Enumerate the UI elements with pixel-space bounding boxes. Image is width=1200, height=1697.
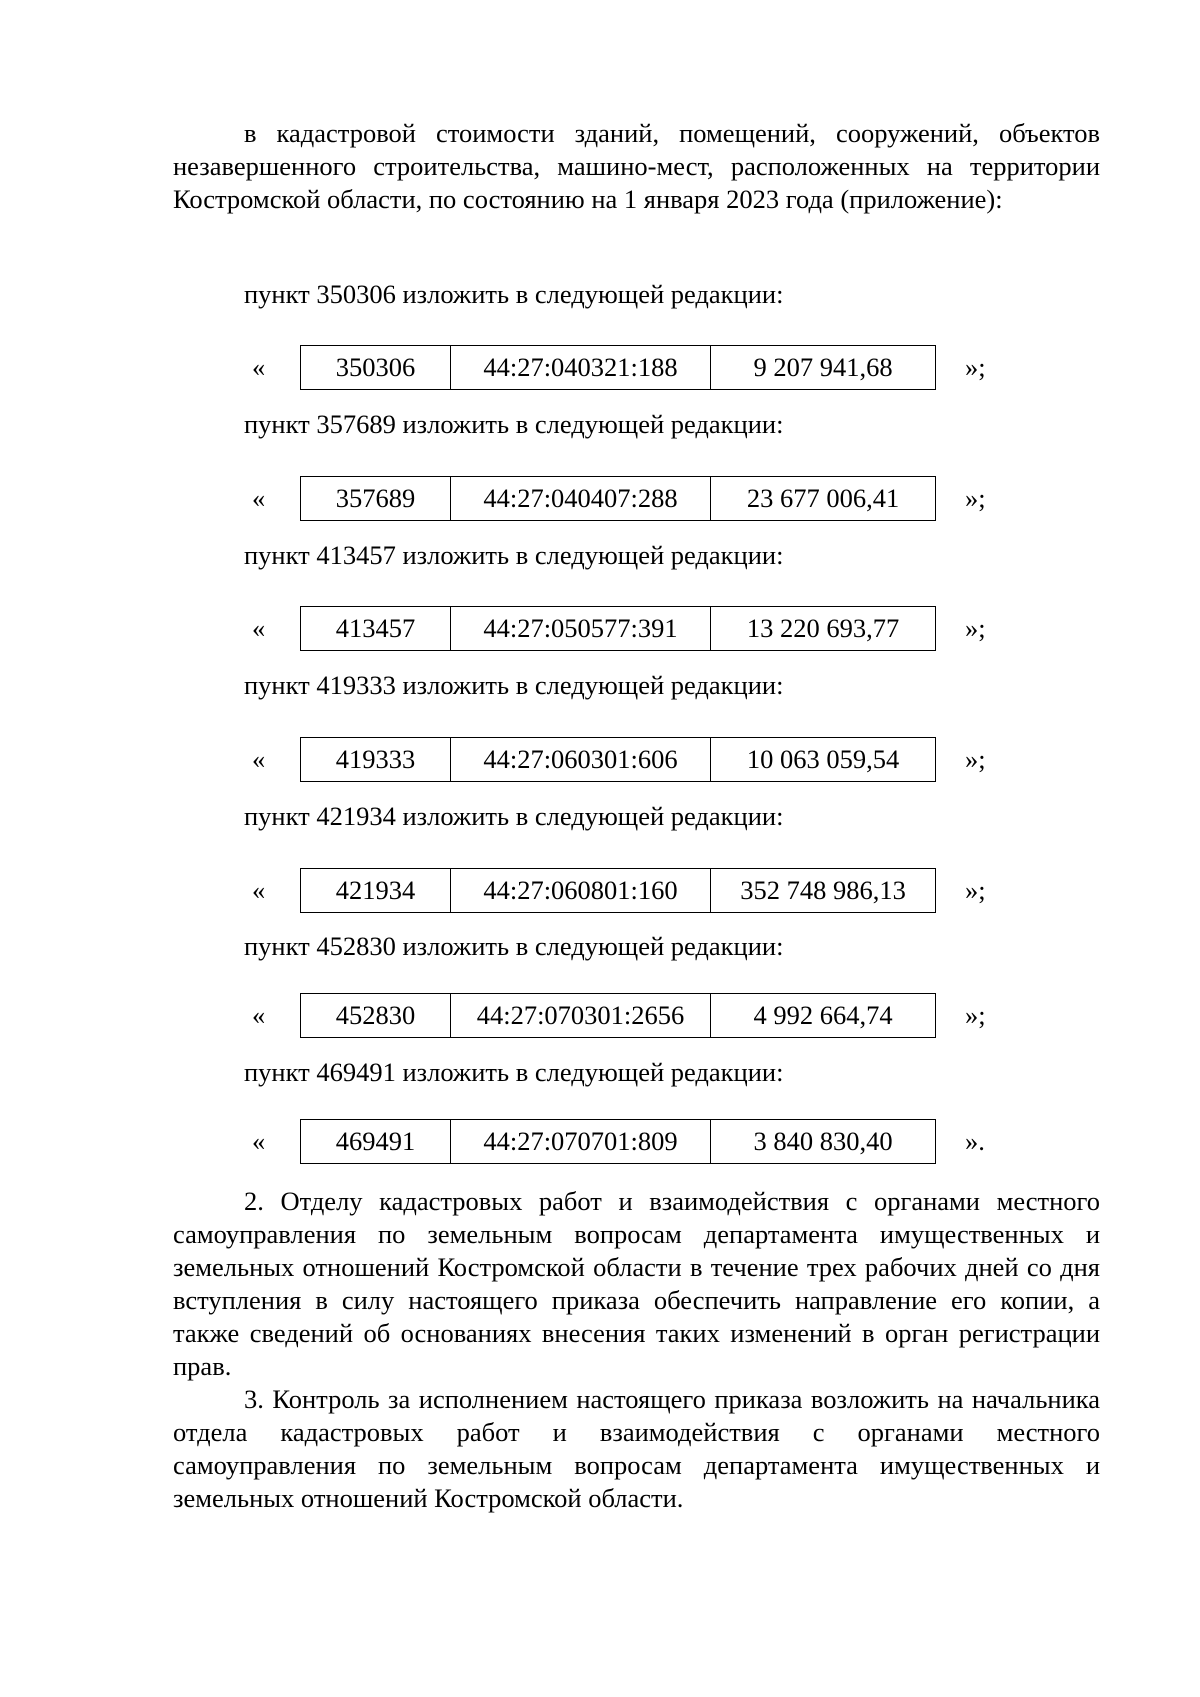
close-quote: »; bbox=[965, 875, 986, 905]
item-table bbox=[300, 606, 936, 651]
cadastral-value-cell: 10 063 059,54 bbox=[711, 738, 936, 782]
cadastral-value-cell: 352 748 986,13 bbox=[711, 869, 936, 913]
cadastral-number-cell: 44:27:070701:809 bbox=[451, 1120, 711, 1164]
intro-text: в кадастровой стоимости зданий, помещений, сооружений, объектов незавершенного строительства, машино-мест, расположенных на территории Костромской области, по состоянию на 1 января 2023 года (приложение): bbox=[173, 118, 1100, 214]
item-label: пункт 421934 изложить в следующей редакции: bbox=[244, 801, 784, 831]
item-table bbox=[300, 476, 936, 521]
open-quote: « bbox=[252, 1126, 266, 1156]
open-quote: « bbox=[252, 744, 266, 774]
cadastral-number-cell: 44:27:060801:160 bbox=[451, 869, 711, 913]
intro-paragraph bbox=[173, 117, 1100, 216]
cadastral-value-cell: 4 992 664,74 bbox=[711, 994, 936, 1038]
paragraph-2 bbox=[173, 1185, 1100, 1383]
open-quote: « bbox=[252, 483, 266, 513]
cadastral-value-cell: 13 220 693,77 bbox=[711, 607, 936, 651]
close-quote: ». bbox=[965, 1126, 985, 1156]
paragraph-3-text: 3. Контроль за исполнением настоящего приказа возложить на начальника отдела кадастровых работ и взаимодействия с органами местного самоуправления по земельным вопросам департамента имущественных и земельных отношений Костромской области. bbox=[173, 1384, 1100, 1513]
item-number-cell: 452830 bbox=[301, 994, 451, 1038]
open-quote: « bbox=[252, 613, 266, 643]
paragraph-3 bbox=[173, 1383, 1100, 1515]
open-quote: « bbox=[252, 1000, 266, 1030]
item-number-cell: 421934 bbox=[301, 869, 451, 913]
close-quote: »; bbox=[965, 744, 986, 774]
item-number-cell: 419333 bbox=[301, 738, 451, 782]
cadastral-value-cell: 23 677 006,41 bbox=[711, 477, 936, 521]
item-label: пункт 469491 изложить в следующей редакции: bbox=[244, 1057, 784, 1087]
item-table bbox=[300, 1119, 936, 1164]
close-quote: »; bbox=[965, 613, 986, 643]
cadastral-number-cell: 44:27:040321:188 bbox=[451, 346, 711, 390]
item-table bbox=[300, 868, 936, 913]
cadastral-number-cell: 44:27:050577:391 bbox=[451, 607, 711, 651]
item-table bbox=[300, 737, 936, 782]
item-number-cell: 350306 bbox=[301, 346, 451, 390]
item-number-cell: 413457 bbox=[301, 607, 451, 651]
item-label: пункт 413457 изложить в следующей редакции: bbox=[244, 540, 784, 570]
cadastral-number-cell: 44:27:060301:606 bbox=[451, 738, 711, 782]
open-quote: « bbox=[252, 352, 266, 382]
cadastral-value-cell: 3 840 830,40 bbox=[711, 1120, 936, 1164]
paragraph-2-text: 2. Отделу кадастровых работ и взаимодействия с органами местного самоуправления по земельным вопросам департамента имущественных и земельных отношений Костромской области в течение трех рабочих дней со дня вступления в силу настоящего приказа обеспечить направление его копии, а также сведений об основаниях внесения таких изменений в орган регистрации прав. bbox=[173, 1186, 1100, 1381]
close-quote: »; bbox=[965, 1000, 986, 1030]
cadastral-number-cell: 44:27:040407:288 bbox=[451, 477, 711, 521]
item-table bbox=[300, 345, 936, 390]
item-label: пункт 357689 изложить в следующей редакции: bbox=[244, 409, 784, 439]
item-label: пункт 452830 изложить в следующей редакции: bbox=[244, 931, 784, 961]
cadastral-value-cell: 9 207 941,68 bbox=[711, 346, 936, 390]
close-quote: »; bbox=[965, 483, 986, 513]
cadastral-number-cell: 44:27:070301:2656 bbox=[451, 994, 711, 1038]
item-label: пункт 350306 изложить в следующей редакции: bbox=[244, 279, 784, 309]
item-table bbox=[300, 993, 936, 1038]
item-number-cell: 357689 bbox=[301, 477, 451, 521]
item-number-cell: 469491 bbox=[301, 1120, 451, 1164]
close-quote: »; bbox=[965, 352, 986, 382]
item-label: пункт 419333 изложить в следующей редакции: bbox=[244, 670, 784, 700]
open-quote: « bbox=[252, 875, 266, 905]
